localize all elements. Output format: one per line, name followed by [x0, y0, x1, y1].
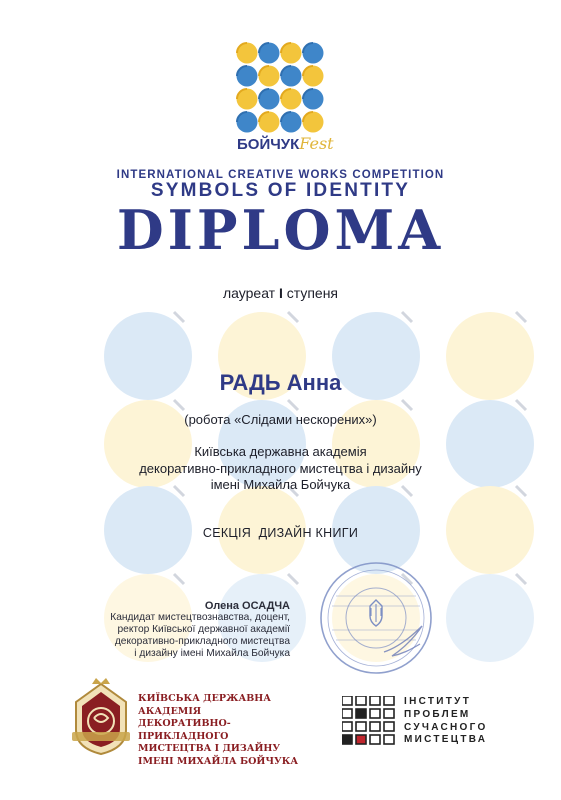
institute-square	[342, 696, 352, 705]
academy-crest-icon	[68, 674, 134, 758]
institute-square	[342, 722, 352, 731]
pattern-slash	[288, 400, 298, 410]
signer-name: Олена ОСАДЧА	[204, 600, 290, 612]
signer-title-line: Кандидат мистецтвознавства, доцент,	[110, 612, 290, 623]
laureate-word: лауреат	[222, 285, 276, 301]
pattern-slash	[174, 312, 184, 322]
brand-main: БОЙЧУК	[237, 136, 300, 153]
signer-title-line: декоративно-прикладного мистецтва	[114, 636, 290, 647]
academy-logo-line: МИСТЕЦТВА І ДИЗАЙНУ	[138, 743, 281, 754]
institute-square	[356, 709, 366, 718]
seal-stamp-icon	[314, 556, 438, 680]
signer-block	[60, 600, 290, 660]
institute-line: СУЧАСНОГО	[404, 721, 488, 733]
pattern-slash	[516, 574, 526, 584]
pattern-slash	[288, 312, 298, 322]
institute-square	[342, 709, 352, 718]
competition-subtitle: SYMBOLS OF IDENTITY	[150, 180, 411, 201]
institute-square	[370, 709, 380, 718]
pattern-circle-blue	[446, 574, 534, 662]
degree-numeral: I	[278, 285, 283, 301]
institute-square	[356, 722, 366, 731]
academy-logo-line: ДЕКОРАТИВНО-ПРИКЛАДНОГО	[138, 718, 231, 742]
degree-word: ступеня	[286, 285, 339, 301]
pattern-slash	[402, 400, 412, 410]
academy-logo-line: ІМЕНІ МИХАЙЛА БОЙЧУКА	[138, 755, 299, 767]
academy-logo-text	[138, 693, 308, 768]
recipient-academy	[0, 444, 561, 494]
institute-name	[404, 696, 504, 747]
institute-line: ПРОБЛЕМ	[404, 708, 471, 720]
institute-line: ІНСТИТУТ	[404, 696, 472, 707]
institute-square	[370, 722, 380, 731]
academy-line: декоративно-прикладного мистецтва і дизайну	[139, 460, 422, 476]
laureate-degree	[0, 285, 561, 301]
institute-square-red	[356, 735, 366, 744]
pattern-slash	[516, 400, 526, 410]
section-name: СЕКЦІЯ ДИЗАЙН КНИГИ	[202, 526, 359, 540]
festival-logo-icon	[236, 42, 324, 134]
brand-script: Fest	[299, 134, 334, 153]
recipient-name: РАДЬ Анна	[219, 370, 342, 395]
institute-square	[384, 722, 394, 731]
work-title: (робота «Слідами нескорених»)	[184, 412, 377, 427]
institute-line: МИСТЕЦТВА	[404, 734, 488, 746]
pattern-slash	[174, 574, 184, 584]
competition-title: INTERNATIONAL CREATIVE WORKS COMPETITION	[116, 169, 445, 181]
institute-square	[370, 696, 380, 705]
signer-title-line: і дизайну імені Михайла Бойчука	[134, 648, 290, 659]
academy-line: Київська державна академія	[194, 444, 367, 459]
institute-square	[356, 696, 366, 705]
diploma-title: DIPLOMA	[116, 198, 445, 262]
institute-logo-icon	[342, 696, 400, 748]
institute-square	[384, 696, 394, 705]
pattern-slash	[402, 312, 412, 322]
signer-title-line: ректор Київської державної академії	[117, 624, 290, 635]
institute-square	[342, 735, 352, 744]
pattern-slash	[288, 574, 298, 584]
academy-logo-line: КИЇВСЬКА ДЕРЖАВНА АКАДЕМІЯ	[138, 693, 271, 717]
pattern-slash	[174, 400, 184, 410]
institute-square	[384, 735, 394, 744]
pattern-slash	[516, 312, 526, 322]
institute-square	[384, 709, 394, 718]
institute-square	[370, 735, 380, 744]
academy-line: імені Михайла Бойчука	[210, 477, 351, 492]
festival-brand	[237, 134, 334, 153]
